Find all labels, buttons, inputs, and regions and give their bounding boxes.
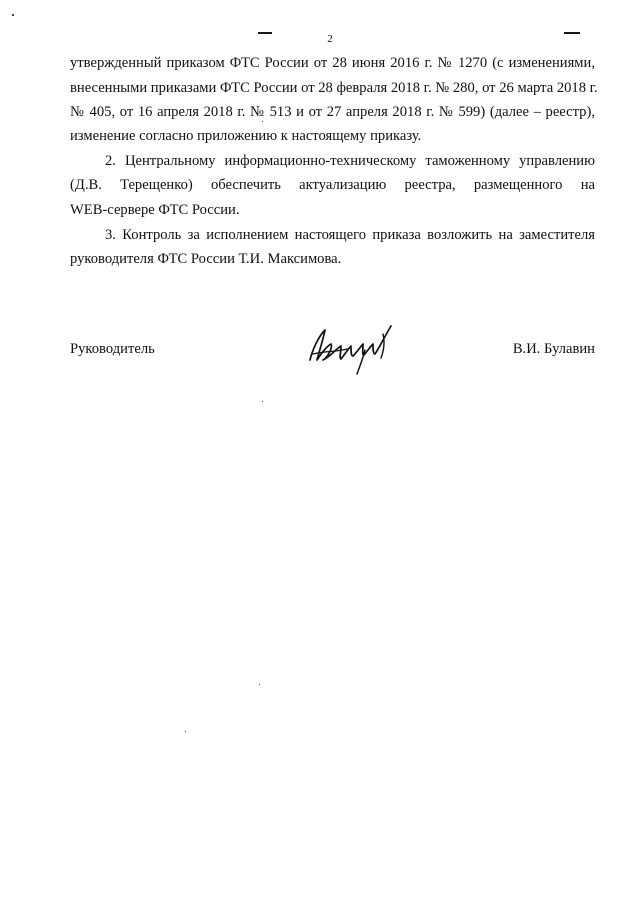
paragraph-3-line-1: 3. Контроль за исполнением настоящего приказа возложить на заместителя bbox=[105, 227, 595, 243]
signer-name: В.И. Булавин bbox=[512, 341, 595, 357]
scan-speck bbox=[12, 14, 14, 16]
scan-mark-right bbox=[564, 32, 580, 34]
signer-title: Руководитель bbox=[70, 341, 155, 357]
paragraph-1-line-2: внесенными приказами ФТС России от 28 февраля 2018 г. № 280, от 26 марта 2018 г. bbox=[70, 80, 598, 96]
paragraph-1-line-3: № 405, от 16 апреля 2018 г. № 513 и от 27 апреля 2018 г. № 599) (далее – реестр), bbox=[70, 104, 595, 120]
page-number: 2 bbox=[327, 33, 333, 45]
scan-speck bbox=[185, 731, 186, 732]
scan-speck bbox=[262, 121, 263, 122]
paragraph-1-line-1: утвержденный приказом ФТС России от 28 июня 2016 г. № 1270 (с изменениями, bbox=[70, 55, 595, 71]
scan-speck bbox=[259, 684, 260, 685]
paragraph-2-line-2: (Д.В. Терещенко) обеспечить актуализацию реестра, размещенного на bbox=[70, 177, 595, 193]
paragraph-1-line-4: изменение согласно приложению к настоящему приказу. bbox=[70, 128, 422, 144]
paragraph-2-line-3: WEB-сервере ФТС России. bbox=[70, 202, 240, 218]
scan-speck bbox=[262, 401, 263, 402]
paragraph-3-line-2: руководителя ФТС России Т.И. Максимова. bbox=[70, 251, 342, 267]
handwritten-signature bbox=[305, 318, 400, 378]
paragraph-2-line-1: 2. Центральному информационно-техническому таможенному управлению bbox=[105, 153, 595, 169]
